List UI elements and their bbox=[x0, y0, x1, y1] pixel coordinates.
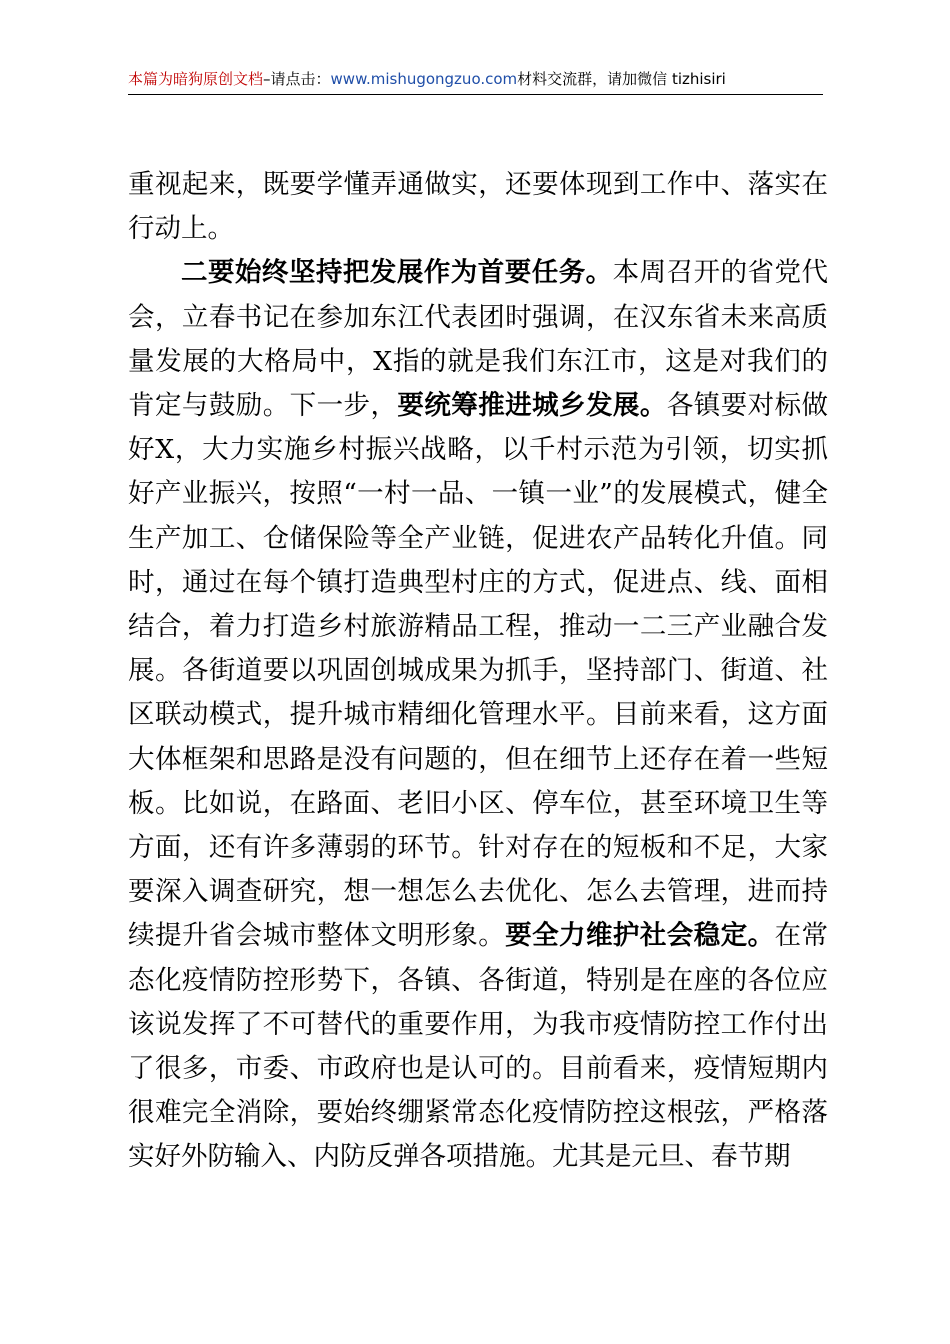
paragraph-development bbox=[128, 251, 828, 1179]
paragraph-text: 在常态化疫情防控形势下，各镇、各街道，特别是在座的各位应该说发挥了不可替代的重要作用，为我市疫情防控工作付出了很多，市委、市政府也是认可的。目前看来，疫情短期内很难完全消除，要始终绷紧常态化疫情防控这根弦，严格落实好外防输入、内防反弹各项措施。尤其是元旦、春节期 bbox=[128, 920, 829, 1173]
key-point-urban-rural: 要统筹推进城乡发展。 bbox=[397, 390, 667, 422]
header-note: 材料交流群，请加微信 tizhisiri bbox=[517, 70, 726, 88]
header-url-link[interactable]: www.mishugongzuo.com bbox=[330, 70, 518, 88]
section-heading: 二要始终坚持把发展作为首要任务。 bbox=[181, 257, 613, 289]
document-body bbox=[128, 163, 828, 1180]
header-prompt: –请点击： bbox=[263, 70, 331, 88]
key-point-social-stability: 要全力维护社会稳定。 bbox=[505, 920, 775, 952]
paragraph-text: 本周召开的省党代会，立春书记在参加东江代表团时强调，在汉东省未来高质量发展的大格局中，X指的就是我们东江市，这是对我们的肯定与鼓励。下一步， bbox=[128, 257, 829, 422]
paragraph-continuation: 重视起来，既要学懂弄通做实，还要体现到工作中、落实在行动上。 bbox=[128, 169, 828, 245]
header-title: 本篇为暗狗原创文档 bbox=[128, 70, 264, 88]
page-header bbox=[128, 66, 823, 94]
header-divider bbox=[128, 94, 823, 95]
paragraph-text: 各镇要对标做好X，大力实施乡村振兴战略，以千村示范为引领，切实抓好产业振兴，按照“一村一品、一镇一业”的发展模式，健全生产加工、仓储保险等全产业链，促进农产品转化升值。同时，通过在每个镇打造典型村庄的方式，促进点、线、面相结合，着力打造乡村旅游精品工程，推动一二三产业融合发展。各街道要以巩固创城成果为抓手，坚持部门、街道、社区联动模式，提升城市精细化管理水平。目前来看，这方面大体框架和思路是没有问题的，但在细节上还存在着一些短板。比如说，在路面、老旧小区、停车位，甚至环境卫生等方面，还有许多薄弱的环节。针对存在的短板和不足，大家要深入调查研究，想一想怎么去优化、怎么去管理，进而持续提升省会城市整体文明形象。 bbox=[128, 390, 829, 952]
